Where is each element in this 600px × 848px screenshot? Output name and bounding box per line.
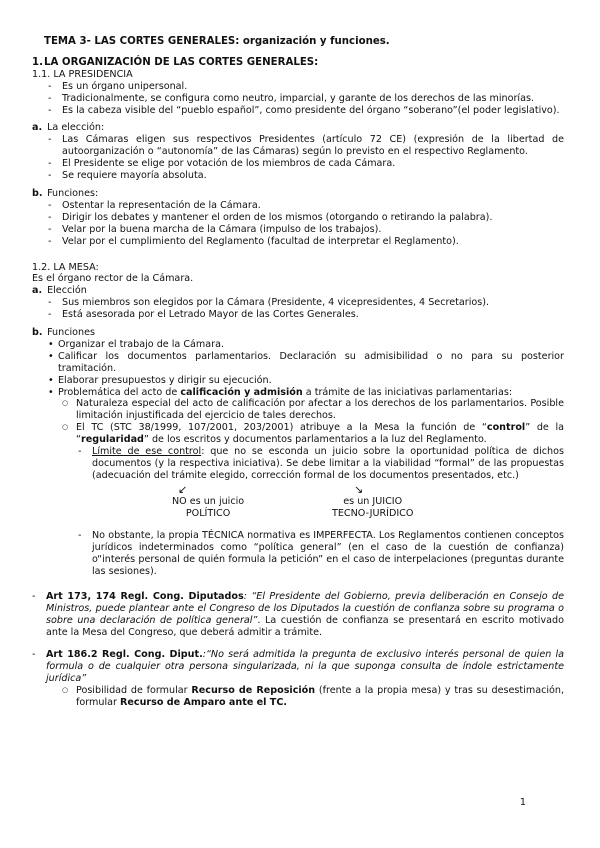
italic-run: :“No será admitida la pregunta de exclusivo interés personal de quien la formula o de cualquier otra persona singularizada, ni la que suponga consulta de índole estrictamente jurídica”: [46, 649, 565, 684]
art-173-paragraph: [32, 591, 564, 639]
bold-run: Recurso de Amparo ante el TC.: [120, 696, 288, 708]
bold-run: Art 186.2 Regl. Cong. Diput.: [46, 649, 203, 661]
mesa-heading: 1.2. LA MESA:: [32, 261, 99, 273]
item-label: a.: [32, 122, 43, 134]
juicio-label: NO es un juicio: [172, 495, 245, 507]
list-item: - Es la cabeza visible del “pueblo español”, como presidente del órgano “soberano”(el poder legislativo).: [32, 105, 564, 117]
sub-bullet-tc: [32, 422, 564, 446]
item-label: b.: [32, 327, 43, 339]
list-item: - Es un órgano unipersonal.: [32, 81, 564, 93]
juicio-label: TECNO-JURÍDICO: [332, 507, 414, 519]
list-item: - Ostentar la representación de la Cámara.: [32, 200, 564, 212]
text-run: : que no se esconda un juicio sobre la oportunidad política de dichos documentos (y la respectiva iniciativa). Se debe limitar a la viabilidad “formal” de las propuestas (adecuación del trámite elegido, corrección formal de los documentos presentados, etc.): [92, 446, 564, 481]
bullet-item: • Organizar el trabajo de la Cámara.: [32, 339, 564, 351]
list-item: - Sus miembros son elegidos por la Cámara (Presidente, 4 vicepresidentes, 4 Secretarios).: [32, 297, 564, 309]
juicio-tecno: [332, 484, 413, 520]
text-run: Posibilidad de formular: [76, 684, 192, 696]
list-item: - Se requiere mayoría absoluta.: [32, 170, 564, 182]
text-run: a trámite de las iniciativas parlamentarias:: [302, 386, 513, 398]
sub-dash-no-obstante: - No obstante, la propia TÉCNICA normativa es IMPERFECTA. Los Reglamentos contienen conceptos jurídicos indeterminados como “política general” (en el caso de la cuestión de confianza) o“interés personal de quién formula la petición” en el caso de interpelaciones (preguntas durante las sesiones).: [32, 530, 564, 578]
bullet-item: • Calificar los documentos parlamentarios. Declaración su admisibilidad o no para su posterior tramitación.: [32, 351, 564, 375]
list-item: - Velar por el cumplimiento del Reglamento (facultad de interpretar el Reglamento).: [32, 236, 564, 248]
juicio-politico: [172, 484, 244, 520]
bullet-item: • Elaborar presupuestos y dirigir su ejecución.: [32, 375, 564, 387]
juicio-diagram: [32, 484, 564, 524]
sub-bullet-recurso: [32, 685, 564, 709]
art-186-paragraph: [32, 649, 564, 685]
arrow-down-left-icon: ↙: [178, 482, 188, 496]
bold-run: Art 173, 174 Regl. Cong. Diputados: [46, 591, 244, 603]
bold-run: control: [486, 422, 526, 434]
list-item: - Dirigir los debates y mantener el orden de los mismos (otorgando o retirando la palabra).: [32, 212, 564, 224]
item-label: b.: [32, 187, 43, 199]
section-1-heading: [32, 57, 564, 69]
presidencia-heading: 1.1. LA PRESIDENCIA: [32, 68, 133, 80]
underlined-run: Límite de ese control: [92, 446, 202, 458]
section-1-number: 1.: [32, 56, 43, 68]
list-item: - Velar por la buena marcha de la Cámara (impulso de los trabajos).: [32, 224, 564, 236]
mesa-eleccion-heading: [32, 285, 564, 297]
list-item: - El Presidente se elige por votación de los miembros de cada Cámara.: [32, 158, 564, 170]
presidencia-eleccion-heading: [32, 122, 564, 134]
arrow-down-right-icon: ↘: [354, 482, 364, 496]
text-run: (frente a la propia mesa) y tras su desestimación, formular: [76, 684, 565, 708]
item-heading: Funciones:: [47, 187, 99, 199]
bullet-item-problematica: [32, 387, 564, 399]
juicio-label: POLÍTICO: [185, 507, 231, 519]
text-run: ” de la “: [76, 422, 565, 446]
document-body: [32, 36, 564, 709]
text-run: El TC (STC 38/1999, 107/2001, 203/2001) atribuye a la Mesa la función de “: [76, 422, 487, 434]
item-heading: Elección: [47, 285, 87, 297]
section-1-title: LA ORGANIZACIÓN DE LAS CORTES GENERALES:: [44, 56, 319, 68]
bold-run: calificación y admisión: [180, 386, 303, 398]
list-item: - Tradicionalmente, se configura como neutro, imparcial, y garante de los derechos de las minorías.: [32, 93, 564, 105]
mesa-intro: Es el órgano rector de la Cámara.: [32, 273, 194, 285]
mesa-funciones-heading: [32, 327, 564, 339]
text-run: ” de los escritos y documentos parlamentarios a la luz del Reglamento.: [143, 434, 487, 446]
document-title: TEMA 3- LAS CORTES GENERALES: organización y funciones.: [44, 36, 390, 47]
item-label: a.: [32, 285, 43, 297]
list-item: - Las Cámaras eligen sus respectivos Presidentes (artículo 72 CE) (expresión de la libertad de autoorganización o “autonomía” de las Cámaras) según lo previsto en el respectivo Reglamento.: [32, 134, 564, 158]
page-number: 1: [519, 797, 526, 808]
presidencia-funciones-heading: [32, 188, 564, 200]
item-heading: La elección:: [47, 122, 105, 134]
sub-dash-limite: [32, 446, 564, 482]
sub-bullet-naturaleza: ○ Naturaleza especial del acto de calificación por afectar a los derechos de los parlamentarios. Posible limitación injustificada del ejercicio de tales derechos.: [32, 398, 564, 422]
bold-run: Recurso de Reposición: [191, 684, 316, 696]
text-run: Problemática del acto de: [58, 386, 181, 398]
list-item: - Está asesorada por el Letrado Mayor de las Cortes Generales.: [32, 309, 564, 321]
bold-run: regularidad: [80, 434, 144, 446]
text-run: . La cuestión de confianza se presentará en escrito motivado ante la Mesa del Congreso, que deberá admitir a trámite.: [46, 615, 564, 639]
italic-run: : “El Presidente del Gobierno, previa deliberación en Consejo de Ministros, puede plantear ante el Congreso de los Diputados la cuestión de confianza sobre su programa o sobre una declaración de política general”: [46, 591, 564, 627]
item-heading: Funciones: [47, 327, 96, 339]
juicio-label: es un JUICIO: [343, 495, 403, 507]
